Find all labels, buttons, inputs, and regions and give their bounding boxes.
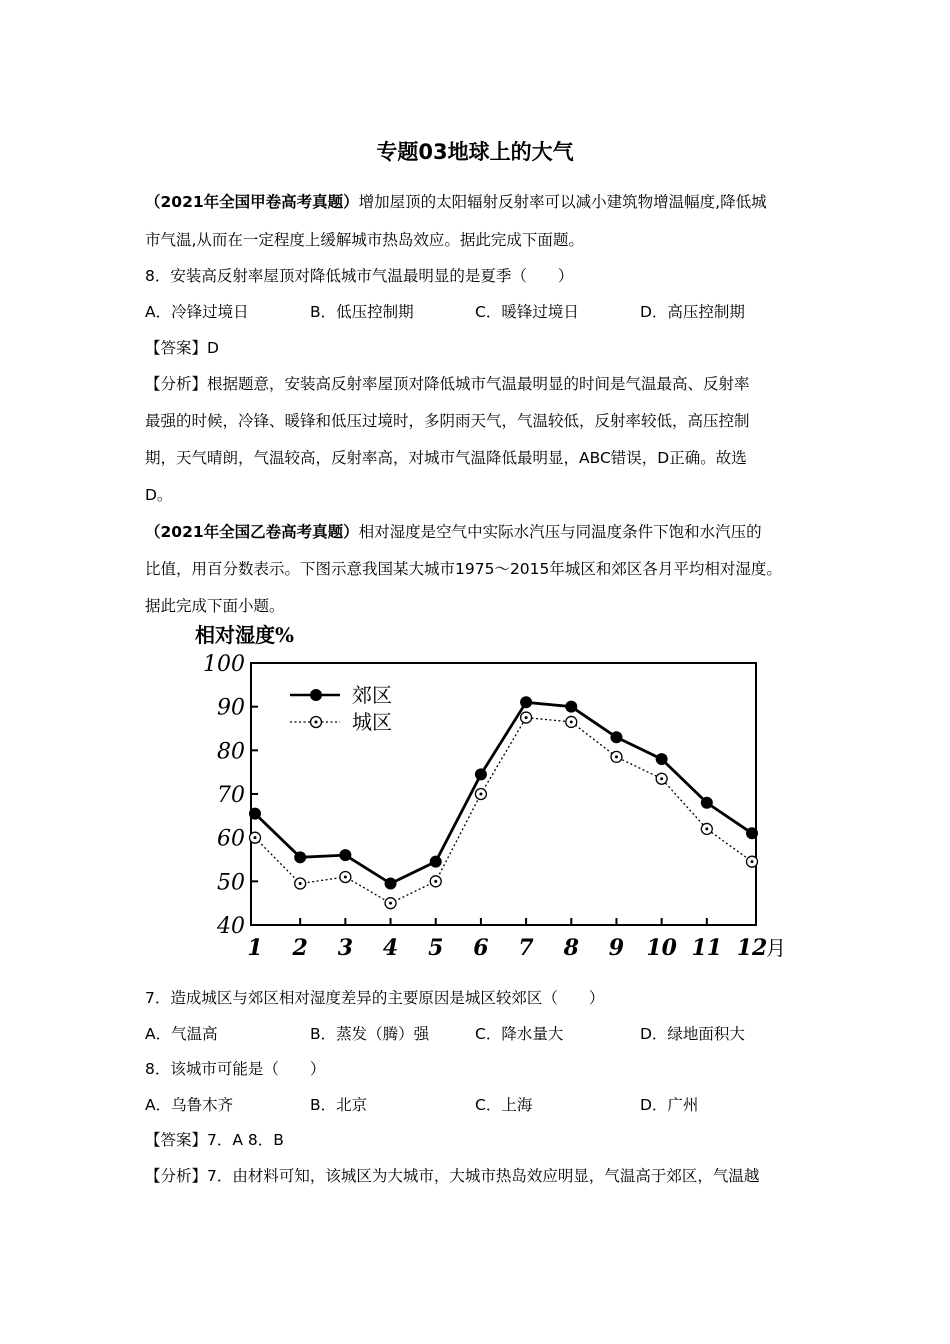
data-point-suburb <box>520 696 532 708</box>
q2-intro-line2: 比值，用百分数表示。下图示意我国某大城市1975～2015年城区和郊区各月平均相对湿度。 <box>145 560 782 578</box>
q1-option-c: C．暖锋过境日 <box>475 303 579 321</box>
q2-question8: 8．该城市可能是（ ） <box>145 1060 326 1078</box>
legend-marker-urban-dot <box>315 721 318 724</box>
q1-question: 8．安装高反射率屋顶对降低城市气温最明显的是夏季（ ） <box>145 267 574 285</box>
data-point-suburb <box>249 808 261 820</box>
q1-option-d: D．高压控制期 <box>640 303 745 321</box>
data-point-suburb <box>475 768 487 780</box>
q2-answer: 【答案】7．A 8．B <box>145 1131 284 1149</box>
x-unit-label: 月 <box>766 936 786 960</box>
x-tick-label: 3 <box>337 935 354 961</box>
q1-option-b: B．低压控制期 <box>310 303 414 321</box>
x-tick-label: 9 <box>608 935 625 961</box>
q1-source: （2021年全国甲卷高考真题） <box>145 193 359 211</box>
q2-question7: 7．造成城区与郊区相对湿度差异的主要原因是城区较郊区（ ） <box>145 989 605 1007</box>
q1-analysis-line2: 最强的时候，冷锋、暖锋和低压过境时，多阴雨天气，气温较低，反射率较低，高压控制 <box>145 412 750 430</box>
data-point-urban-dot <box>299 882 302 885</box>
chart-legend <box>290 683 392 734</box>
page-title: 专题03地球上的大气 <box>376 140 574 164</box>
q1-answer: 【答案】D <box>145 339 219 357</box>
q2-analysis-line1: 【分析】7．由材料可知，该城区为大城市，大城市热岛效应明显，气温高于郊区，气温越 <box>145 1167 760 1185</box>
humidity-line-chart <box>190 618 810 968</box>
data-point-suburb <box>656 753 668 765</box>
data-point-urban-dot <box>705 827 708 830</box>
q7-option-d: D．绿地面积大 <box>640 1025 745 1043</box>
series-line-urban <box>255 718 752 904</box>
y-tick-label: 90 <box>217 695 245 721</box>
x-tick-label: 2 <box>292 935 308 961</box>
q2-intro-line3: 据此完成下面小题。 <box>145 597 285 615</box>
x-tick-label: 12 <box>736 935 768 961</box>
legend-marker-suburb <box>310 689 322 701</box>
q7-option-b: B．蒸发（腾）强 <box>310 1025 430 1043</box>
data-point-urban-dot <box>479 793 482 796</box>
q8-option-c: C．上海 <box>475 1096 533 1114</box>
q2-source: （2021年全国乙卷高考真题） <box>145 523 359 541</box>
y-tick-label: 100 <box>203 652 245 677</box>
q8-option-b: B．北京 <box>310 1096 368 1114</box>
data-point-suburb <box>294 851 306 863</box>
q1-intro-line1 <box>145 190 767 212</box>
data-point-urban-dot <box>570 720 573 723</box>
x-tick-label: 1 <box>247 935 263 961</box>
x-tick-label: 4 <box>382 935 399 961</box>
data-point-urban-dot <box>254 836 257 839</box>
data-point-urban-dot <box>660 777 663 780</box>
x-tick-label: 8 <box>563 935 579 961</box>
x-tick-label: 6 <box>473 935 489 961</box>
x-tick-label: 10 <box>646 935 677 961</box>
q1-analysis-line1: 【分析】根据题意，安装高反射率屋顶对降低城市气温最明显的时间是气温最高、反射率 <box>145 375 750 393</box>
q1-option-a: A．冷锋过境日 <box>145 303 249 321</box>
x-tick-label: 5 <box>428 935 444 961</box>
q7-option-c: C．降水量大 <box>475 1025 564 1043</box>
data-point-urban-dot <box>525 716 528 719</box>
q2-intro-text1: 相对湿度是空气中实际水汽压与同温度条件下饱和水汽压的 <box>358 523 762 541</box>
q1-intro-text1: 增加屋顶的太阳辐射反射率可以减小建筑物增温幅度,降低城 <box>358 193 767 211</box>
data-point-suburb <box>746 827 758 839</box>
q1-intro-line2: 市气温,从而在一定程度上缓解城市热岛效应。据此完成下面题。 <box>145 231 584 249</box>
q1-analysis-line3: 期，天气晴朗，气温较高，反射率高，对城市气温降低最明显，ABC错误，D正确。故选 <box>145 449 747 467</box>
q2-intro-line1 <box>145 520 762 542</box>
q8-option-a: A．乌鲁木齐 <box>145 1096 234 1114</box>
data-point-suburb <box>701 797 713 809</box>
series-line-suburb <box>255 702 752 883</box>
legend-label-suburb: 郊区 <box>352 683 392 707</box>
y-tick-label: 70 <box>217 783 245 808</box>
data-point-urban-dot <box>615 755 618 758</box>
data-point-urban-dot <box>751 860 754 863</box>
plot-frame <box>251 663 756 925</box>
y-tick-label: 40 <box>217 914 245 939</box>
data-point-suburb <box>565 701 577 713</box>
data-point-suburb <box>339 849 351 861</box>
y-tick-label: 50 <box>217 870 245 896</box>
data-point-suburb <box>610 731 622 743</box>
y-tick-label: 80 <box>217 739 245 765</box>
data-point-suburb <box>430 856 442 868</box>
data-point-urban-dot <box>434 880 437 883</box>
x-tick-label: 11 <box>691 935 723 961</box>
q1-analysis-line4: D。 <box>145 486 173 504</box>
legend-label-urban: 城区 <box>352 710 392 734</box>
data-point-suburb <box>385 878 397 890</box>
data-point-urban-dot <box>344 875 347 878</box>
data-point-urban-dot <box>389 902 392 905</box>
x-tick-label: 7 <box>518 935 534 961</box>
y-tick-label: 60 <box>217 826 245 852</box>
q7-option-a: A．气温高 <box>145 1025 218 1043</box>
q8-option-d: D．广州 <box>640 1096 699 1114</box>
chart-ylabel: 相对湿度% <box>195 623 295 647</box>
